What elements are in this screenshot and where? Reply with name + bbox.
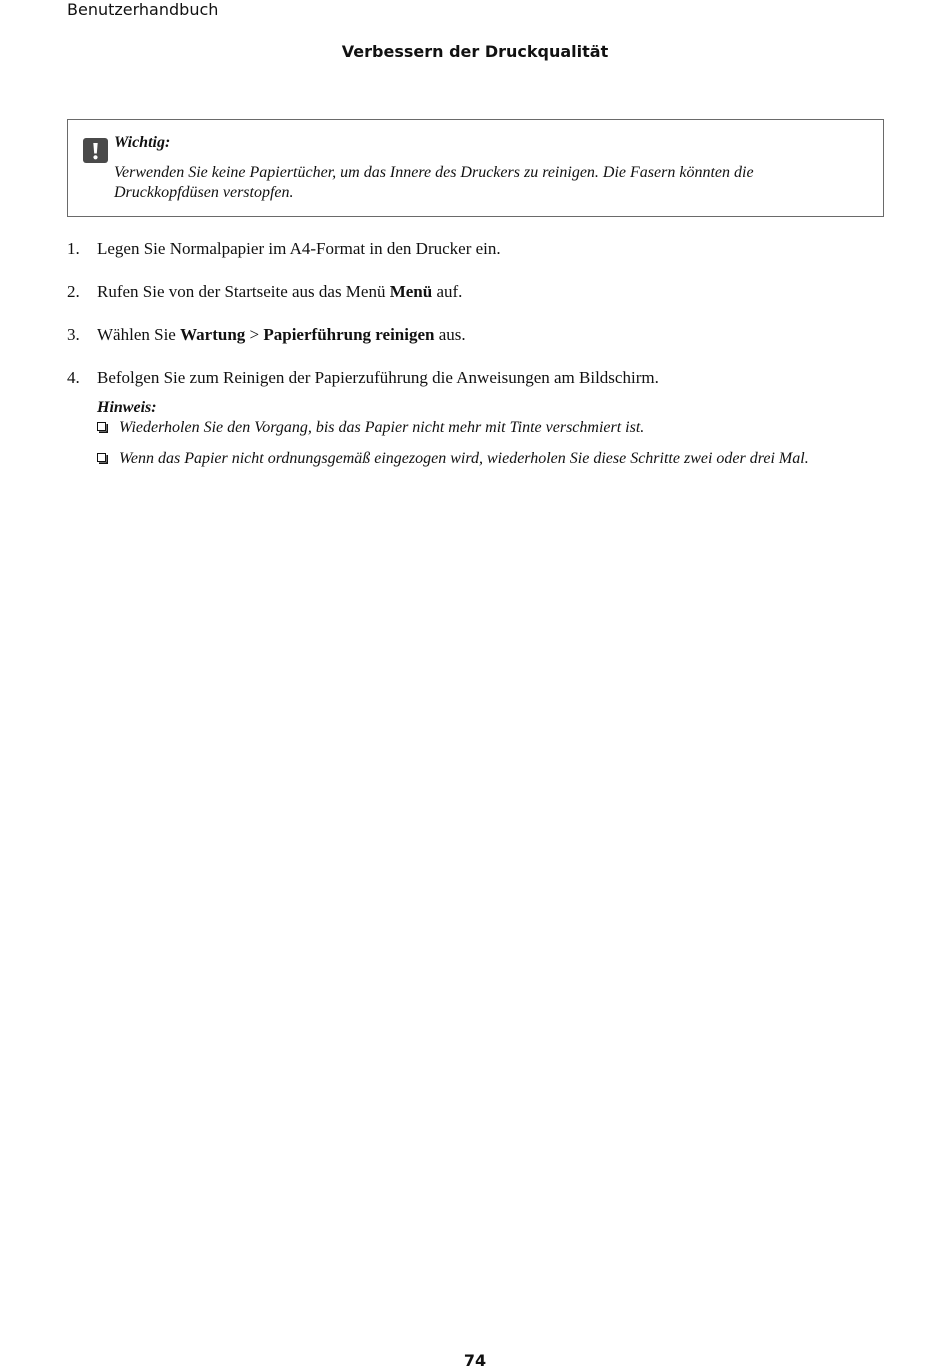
menu-path-papierfuehrung: Papierführung reinigen — [263, 325, 435, 344]
hint-item-text: Wiederholen Sie den Vorgang, bis das Papier nicht mehr mit Tinte verschmiert ist. — [119, 419, 645, 436]
important-text-line-1: Verwenden Sie keine Papiertücher, um das Innere des Druckers zu reinigen. Die Fasern könnten die — [114, 164, 754, 181]
step-text: Befolgen Sie zum Reinigen der Papierzuführung die Anweisungen am Bildschirm. — [97, 368, 659, 387]
important-note-box — [67, 119, 884, 217]
step-number: 4. — [67, 368, 80, 387]
step-number: 2. — [67, 282, 80, 301]
step-item — [67, 238, 897, 281]
menu-path-separator: > — [245, 325, 264, 344]
step-number: 1. — [67, 239, 80, 258]
hint-list-item — [97, 418, 897, 438]
important-text — [114, 163, 854, 203]
page-number: 74 — [463, 1351, 487, 1370]
step-number: 3. — [67, 325, 80, 344]
step-item — [67, 281, 897, 324]
menu-name-bold: Menü — [389, 282, 433, 301]
manual-title: Benutzerhandbuch — [67, 0, 219, 19]
exclamation-icon — [83, 138, 108, 163]
step-text-part: Wählen Sie — [97, 325, 181, 344]
hint-heading: Hinweis: — [97, 399, 157, 416]
hint-list-item — [97, 449, 897, 469]
step-item — [67, 324, 897, 367]
important-heading: Wichtig: — [114, 134, 171, 151]
checkbox-bullet-icon — [97, 422, 108, 433]
step-text — [97, 281, 462, 303]
step-text-part: auf. — [432, 282, 463, 301]
hint-item-text: Wenn das Papier nicht ordnungsgemäß eingezogen wird, wiederholen Sie diese Schritte zwei oder drei Mal. — [119, 450, 809, 467]
important-text-line-2: Druckkopfdüsen verstopfen. — [114, 184, 294, 201]
menu-path-wartung: Wartung — [180, 325, 246, 344]
steps-list — [67, 238, 897, 410]
checkbox-bullet-icon — [97, 453, 108, 464]
step-text-part: Rufen Sie von der Startseite aus das Menü — [97, 282, 390, 301]
step-text — [97, 324, 466, 346]
section-title: Verbessern der Druckqualität — [341, 42, 609, 61]
step-text: Legen Sie Normalpapier im A4-Format in den Drucker ein. — [97, 239, 501, 258]
hint-section — [97, 398, 897, 469]
step-text-part: aus. — [434, 325, 466, 344]
